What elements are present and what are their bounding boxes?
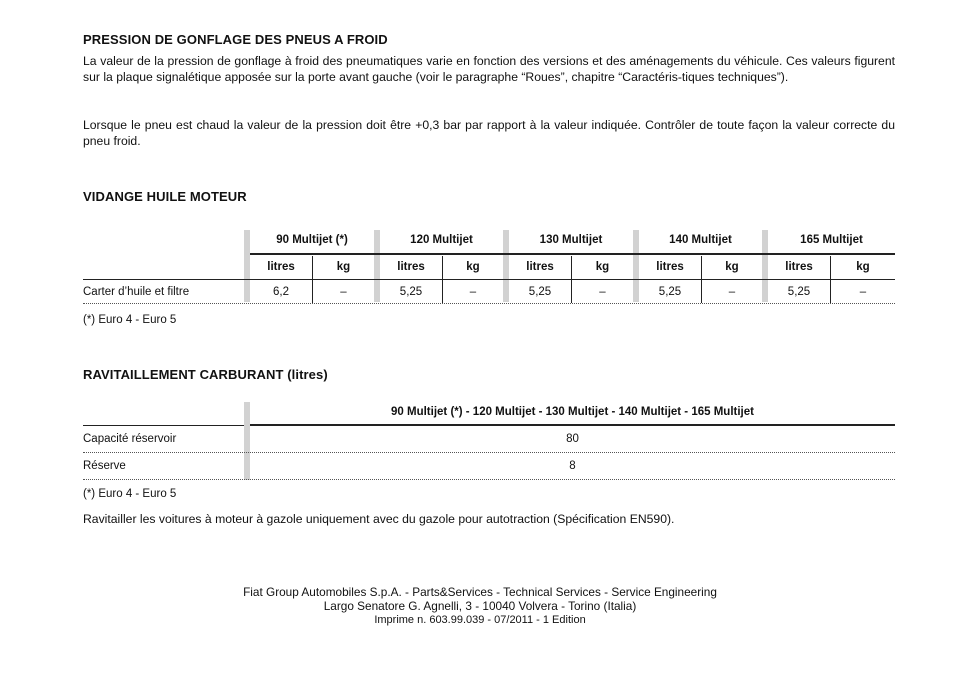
unit-header-cell: litres: [397, 261, 425, 273]
unit-divider: [312, 256, 313, 303]
row-rule: [83, 479, 895, 480]
tire-pressure-paragraph-2: Lorsque le pneu est chaud la valeur de la pression doit être +0,3 bar par rapport à la valeur indiquée. Contrôler de toute façon la valeur correcte du pneu froid.: [83, 118, 895, 148]
fuel-table: [83, 400, 895, 482]
oil-table-engine-header: [83, 226, 895, 254]
row-label: Capacité réservoir: [83, 433, 177, 445]
footer-line-2: Largo Senatore G. Agnelli, 3 - 10040 Volvera - Torino (Italia): [323, 599, 637, 613]
tire-pressure-title: PRESSION DE GONFLAGE DES PNEUS A FROID: [83, 32, 388, 47]
value-cell: 6,2: [273, 286, 289, 298]
footer-line-1: Fiat Group Automobiles S.p.A. - Parts&Services - Technical Services - Service Engineering: [243, 585, 717, 599]
fuel-title: RAVITAILLEMENT CARBURANT (litres): [83, 367, 328, 382]
value-cell: –: [859, 286, 867, 298]
page-footer: [0, 585, 960, 627]
unit-header-cell: kg: [466, 261, 480, 273]
oil-footnote: (*) Euro 4 - Euro 5: [83, 314, 177, 326]
unit-header-cell: kg: [856, 261, 870, 273]
engine-header-cell: 90 Multijet (*): [276, 234, 348, 246]
table-row: [83, 453, 895, 479]
unit-divider: [442, 256, 443, 303]
table-row: [83, 426, 895, 452]
row-rule: [83, 303, 895, 304]
unit-header-cell: litres: [785, 261, 813, 273]
value-cell: –: [340, 286, 347, 298]
engine-header-cell: 130 Multijet: [539, 234, 603, 246]
unit-header-cell: kg: [336, 261, 351, 273]
tire-pressure-paragraph-1: La valeur de la pression de gonflage à froid des pneumatiques varie en fonction des versions et des aménagements du véhicule. Ces valeurs figurent sur la plaque signalétique apposée sur la porte avant gauche (voir le paragraphe “Roues”, chapitre “Caractéris-tiques techniques”).: [83, 54, 895, 84]
unit-divider: [571, 256, 572, 303]
unit-header-cell: litres: [526, 261, 554, 273]
fuel-footnote: (*) Euro 4 - Euro 5: [83, 488, 177, 500]
value-cell: 5,25: [658, 286, 682, 298]
value-cell: 5,25: [787, 286, 811, 298]
unit-header-cell: litres: [656, 261, 684, 273]
engine-header-cell: 120 Multijet: [410, 234, 473, 246]
engine-header-cell: 165 Multijet: [800, 234, 863, 246]
fuel-advice: Ravitailler les voitures à moteur à gazole uniquement avec du gazole pour autotraction (Spécification EN590).: [83, 512, 675, 526]
value-cell: 5,25: [528, 286, 552, 298]
table-row: [83, 280, 895, 304]
oil-table-units-header: [83, 255, 895, 279]
value-cell: –: [469, 286, 477, 298]
value-cell: 5,25: [399, 286, 423, 298]
row-label: Réserve: [83, 460, 126, 472]
value-cell: 8: [569, 460, 576, 472]
oil-table: [83, 226, 895, 306]
unit-divider: [830, 256, 831, 303]
fuel-table-header: [83, 400, 895, 424]
value-cell: 80: [566, 433, 579, 445]
oil-change-title: VIDANGE HUILE MOTEUR: [83, 189, 247, 204]
unit-header-cell: litres: [267, 261, 295, 273]
engine-header-cell: 140 Multijet: [669, 234, 732, 246]
fuel-header-cell: 90 Multijet (*) - 120 Multijet - 130 Multijet - 140 Multijet - 165 Multijet: [391, 406, 754, 418]
footer-line-3: Imprime n. 603.99.039 - 07/2011 - 1 Edition: [374, 614, 586, 626]
value-cell: –: [728, 286, 736, 298]
value-cell: –: [599, 286, 606, 298]
unit-header-cell: kg: [595, 261, 610, 273]
row-label: Carter d’huile et filtre: [83, 286, 190, 298]
unit-divider: [701, 256, 702, 303]
unit-header-cell: kg: [725, 261, 739, 273]
